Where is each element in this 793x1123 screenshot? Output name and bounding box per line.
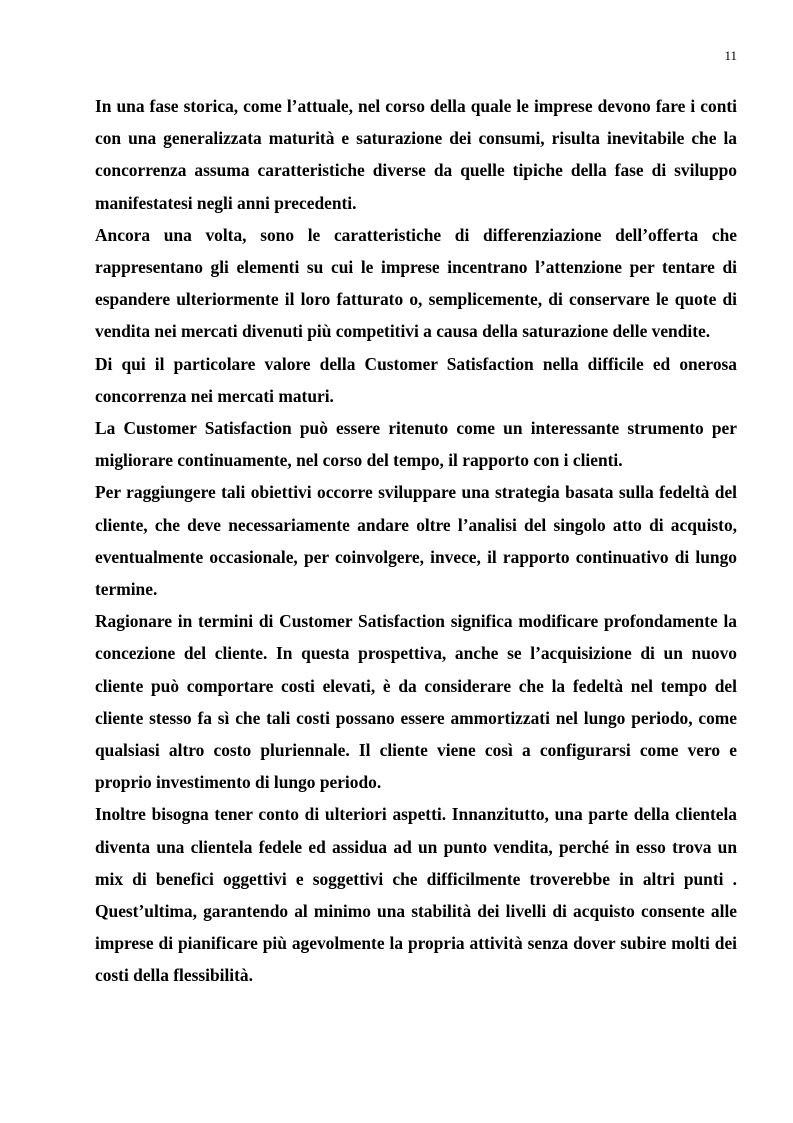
paragraph: Ragionare in termini di Customer Satisfaction significa modificare profondamente la concezione del cliente. In questa prospettiva, anche se l’acquisizione di un nuovo cliente può comportare costi elevati, è da considerare che la fedeltà nel tempo del cliente stesso fa sì che tali costi possano essere ammortizzati nel lungo periodo, come qualsiasi altro costo pluriennale. Il cliente viene così a configurarsi come vero e proprio investimento di lungo periodo. — [95, 611, 737, 793]
paragraph: La Customer Satisfaction può essere ritenuto come un interessante strumento per migliorare continuamente, nel corso del tempo, il rapporto con i clienti. — [95, 418, 737, 471]
paragraph: In una fase storica, come l’attuale, nel corso della quale le imprese devono fare i conti con una generalizzata maturità e saturazione dei consumi, risulta inevitabile che la concorrenza assuma caratteristiche diverse da quelle tipiche della fase di sviluppo manifestatesi negli anni precedenti. — [95, 96, 737, 213]
paragraph: Di qui il particolare valore della Customer Satisfaction nella difficile ed onerosa concorrenza nei mercati maturi. — [95, 353, 737, 406]
page-number: 11 — [724, 48, 737, 63]
paragraph: Per raggiungere tali obiettivi occorre sviluppare una strategia basata sulla fedeltà del cliente, che deve necessariamente andare oltre l’analisi del singolo atto di acquisto, eventualmente occasionale, per coinvolgere, invece, il rapporto continuativo di lungo termine. — [95, 482, 737, 600]
body-text — [95, 90, 737, 992]
paragraph: Ancora una volta, sono le caratteristiche di differenziazione dell’offerta che rappresentano gli elementi su cui le imprese incentrano l’attenzione per tentare di espandere ulteriormente il loro fatturato o, semplicemente, di conservare le quote di vendita nei mercati divenuti più competitivi a causa della saturazione delle vendite. — [95, 224, 737, 342]
paragraph: Inoltre bisogna tener conto di ulteriori aspetti. Innanzitutto, una parte della clientela diventa una clientela fedele ed assidua ad un punto vendita, perché in esso trova un mix di benefici oggettivi e soggettivi che difficilmente troverebbe in altri punti . Quest’ultima, garantendo al minimo una stabilità dei livelli di acquisto consente alle imprese di pianificare più agevolmente la propria attività senza dover subire molti dei costi della flessibilità. — [95, 804, 737, 986]
